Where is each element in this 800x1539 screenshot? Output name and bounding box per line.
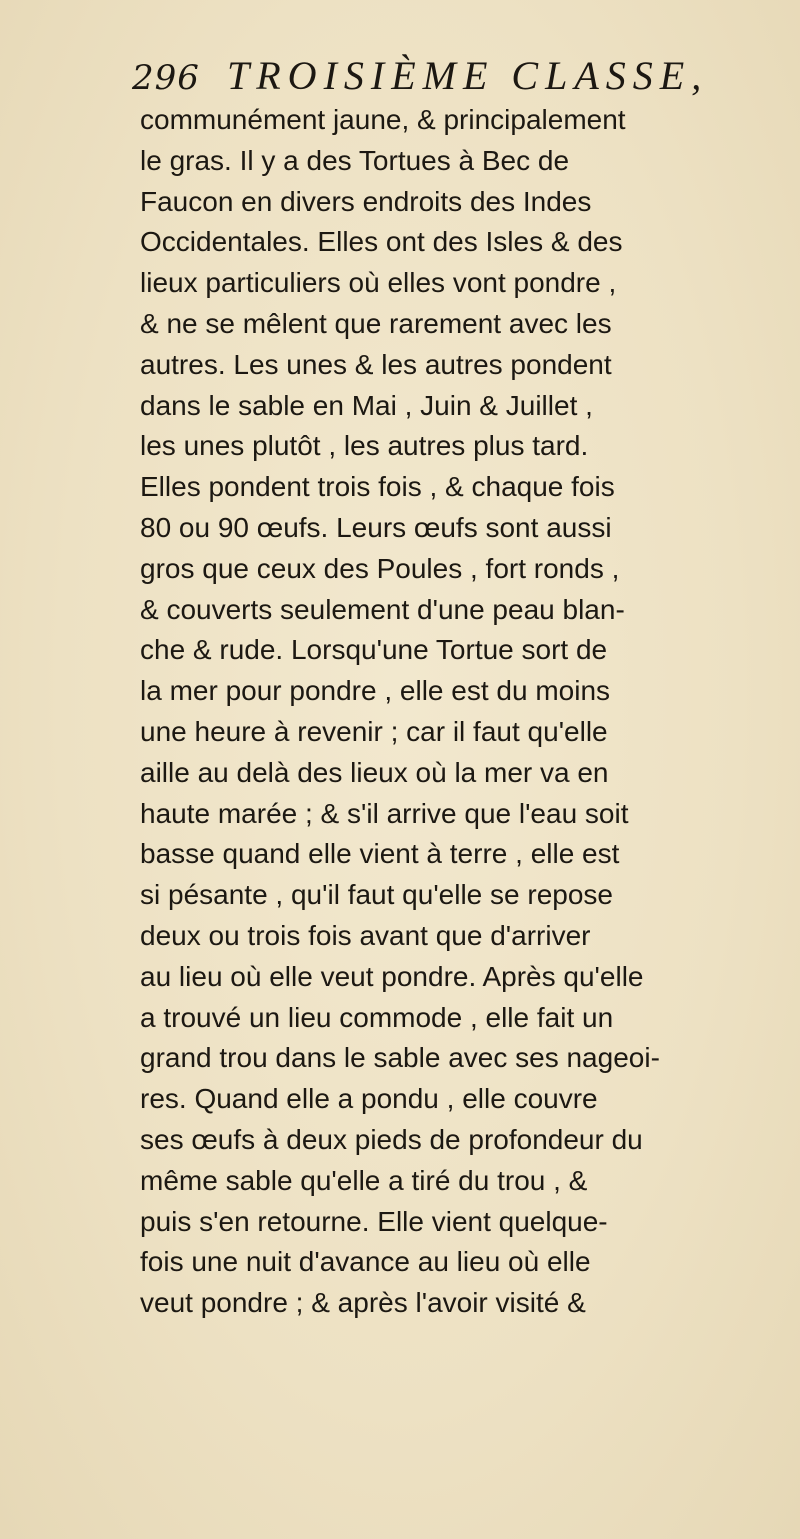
text-line: autres. Les unes & les autres pondent bbox=[140, 348, 612, 380]
text-line: Occidentales. Elles ont des Isles & des bbox=[140, 226, 623, 258]
text-line: Faucon en divers endroits des Indes bbox=[140, 185, 592, 217]
text-line: res. Quand elle a pondu , elle couvre bbox=[140, 1083, 598, 1115]
text-line: ses œufs à deux pieds de profondeur du bbox=[140, 1123, 643, 1155]
text-line: communément jaune, & principalement bbox=[140, 104, 626, 135]
text-line: & couverts seulement d'une peau blan- bbox=[140, 593, 625, 625]
text-line: le gras. Il y a des Tortues à Bec de bbox=[140, 144, 570, 176]
text-line: puis s'en retourne. Elle vient quelque- bbox=[140, 1205, 608, 1237]
text-line: haute marée ; & s'il arrive que l'eau soit bbox=[140, 797, 629, 829]
text-line: les unes plutôt , les autres plus tard. bbox=[140, 430, 589, 462]
text-line: Elles pondent trois fois , & chaque fois bbox=[140, 471, 615, 503]
text-line: 80 ou 90 œufs. Leurs œufs sont aussi bbox=[140, 511, 612, 543]
text-line: & ne se mêlent que rarement avec les bbox=[140, 307, 612, 339]
text-line: la mer pour pondre , elle est du moins bbox=[140, 675, 611, 707]
text-line: che & rude. Lorsqu'une Tortue sort de bbox=[140, 634, 608, 666]
text-line: aille au delà des lieux où la mer va en bbox=[140, 756, 609, 788]
text-line: basse quand elle vient à terre , elle est bbox=[140, 838, 620, 870]
running-head: TROISIÈME CLASSE, bbox=[227, 53, 709, 98]
text-line: grand trou dans le sable avec ses nageoi- bbox=[140, 1042, 660, 1074]
page-number: 296 bbox=[132, 58, 200, 98]
body-text bbox=[140, 100, 800, 1324]
text-line: dans le sable en Mai , Juin & Juillet , bbox=[140, 389, 593, 421]
text-line: deux ou trois fois avant que d'arriver bbox=[140, 919, 591, 951]
text-line: lieux particuliers où elles vont pondre , bbox=[140, 267, 617, 299]
text-line: a trouvé un lieu commode , elle fait un bbox=[140, 1001, 614, 1033]
text-line: au lieu où elle veut pondre. Après qu'elle bbox=[140, 960, 644, 992]
text-line: fois une nuit d'avance au lieu où elle bbox=[140, 1246, 591, 1278]
text-line: si pésante , qu'il faut qu'elle se repose bbox=[140, 879, 613, 911]
text-line: veut pondre ; & après l'avoir visité & bbox=[140, 1287, 586, 1319]
text-line: même sable qu'elle a tiré du trou , & bbox=[140, 1164, 588, 1196]
text-line: une heure à revenir ; car il faut qu'elle bbox=[140, 715, 608, 747]
text-line: gros que ceux des Poules , fort ronds , bbox=[140, 552, 620, 584]
